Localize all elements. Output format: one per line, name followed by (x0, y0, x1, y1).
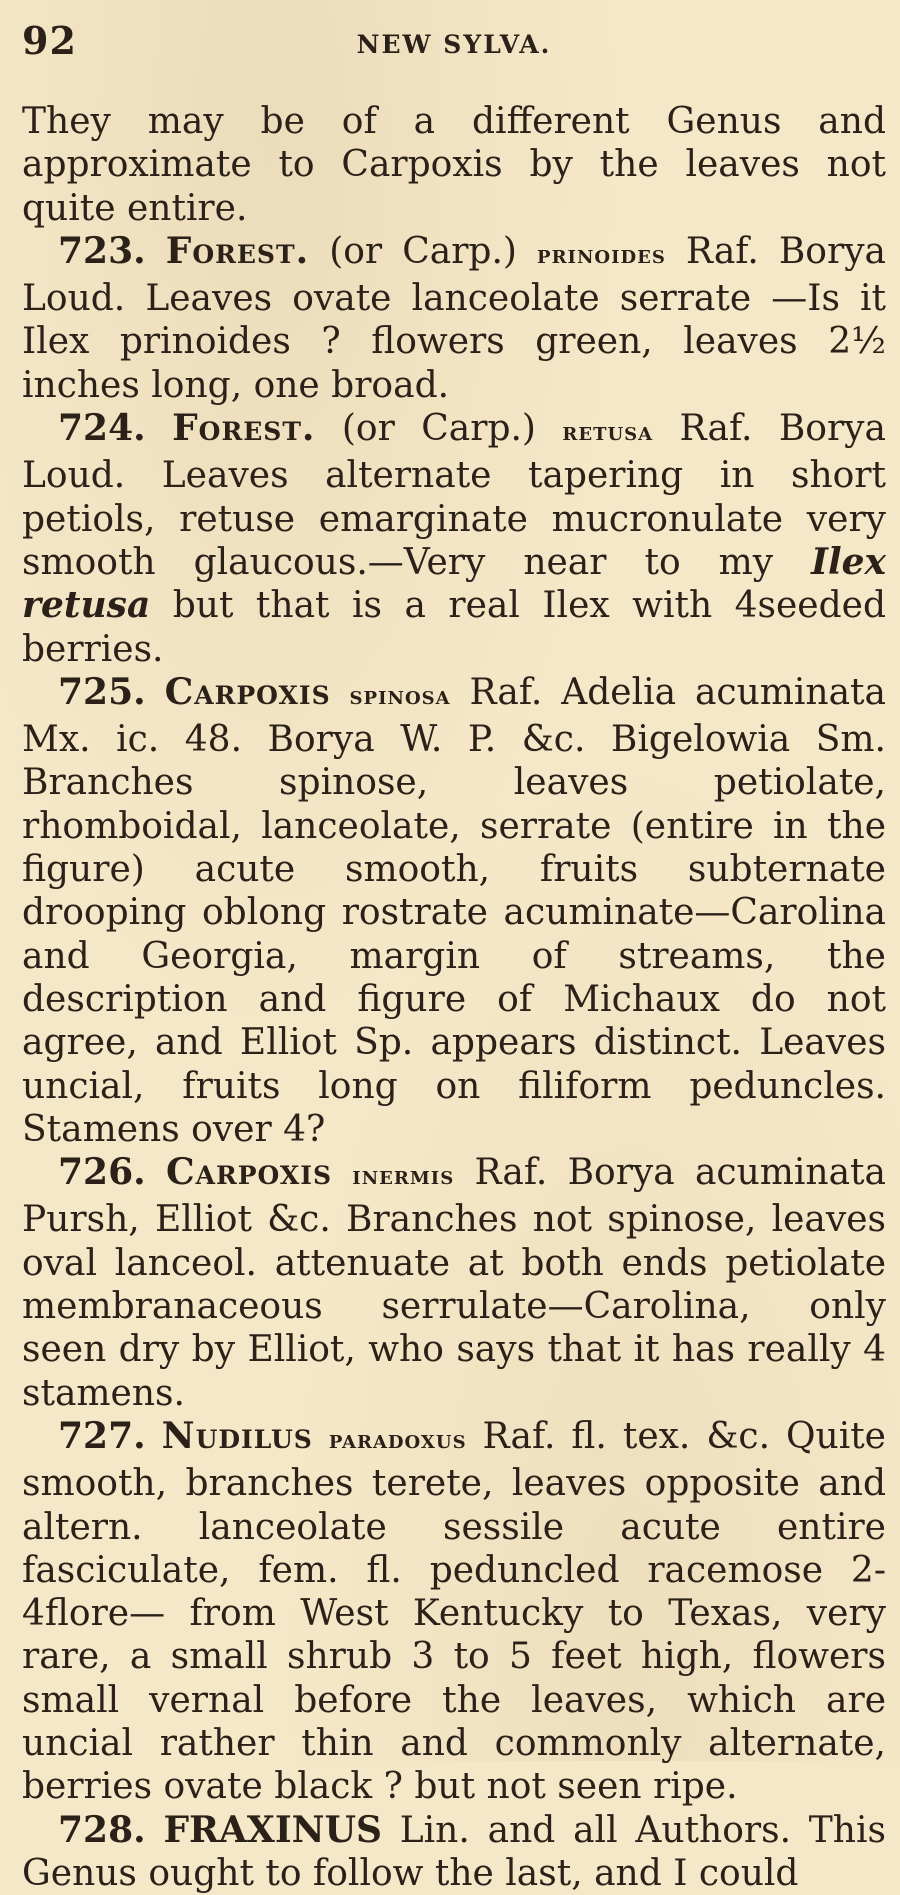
entry-text: Lin. and all Authors. This Genus ought to follow the last, and I could (22, 1809, 886, 1894)
entry-number: 725. (58, 670, 146, 713)
page-header (22, 0, 886, 92)
entry-text (332, 1152, 352, 1193)
entry-text (313, 1416, 329, 1457)
entry-728 (22, 1809, 886, 1895)
species-name: inermis (352, 1161, 455, 1192)
entry-727 (22, 1415, 886, 1809)
italic-taxon: Ilex retusa (22, 540, 886, 627)
entry-text: Raf. Borya acuminata Pursh, Elliot &c. Branches not spinose, leaves oval lanceol. attenuate at both ends petiolate membranaceous serrulate—Carolina, only seen dry by Elliot, who says that it has really 4 stamens. (22, 1152, 886, 1414)
entry-text: Raf. Borya Loud. Leaves alternate tapering in short petiols, retuse emarginate mucronulate very smooth glaucous.—Very near to my (22, 408, 886, 583)
page-number: 92 (22, 18, 77, 63)
entry-number: 728. (58, 1808, 146, 1851)
genus-name: Forest. (165, 229, 310, 272)
entry-text: Raf. Borya Loud. Leaves ovate lanceolate serrate —Is it Ilex prinoides ? flowers green, leaves 2½ inches long, one broad. (22, 230, 886, 406)
genus-name: Forest. (172, 407, 316, 450)
genus-name: FRAXINUS (163, 1808, 382, 1851)
paragraph-text: They may be of a different Genus and approximate to Carpoxis by the leaves not quite entire. (22, 101, 886, 229)
entry-723 (22, 230, 886, 407)
entry-724 (22, 407, 886, 671)
species-name: paradoxus (328, 1424, 467, 1455)
running-title: NEW SYLVA. (356, 30, 552, 59)
species-name: prinoides (537, 239, 666, 270)
entry-number: 727. (58, 1414, 146, 1457)
entry-text: (or Carp.) (315, 408, 563, 450)
entry-number: 724. (58, 407, 146, 450)
entry-text: Raf. fl. tex. &c. Quite smooth, branches terete, leaves opposite and altern. lanceolate sessile acute entire fasciculate, fem. fl. peduncled racemose 2-4flore— from West Kentucky to Texas, very rare, a small shrub 3 to 5 feet high, flowers small vernal before the leaves, which are uncial rather thin and commonly alternate, berries ovate black ? but not seen ripe. (22, 1415, 886, 1808)
entry-725 (22, 671, 886, 1151)
entry-726 (22, 1151, 886, 1415)
entry-number: 723. (58, 229, 146, 272)
genus-name: Nudilus (161, 1414, 313, 1457)
species-name: retusa (562, 417, 654, 448)
entry-text: but that is a real Ilex with 4seeded berries. (22, 585, 886, 670)
paragraph-continued (22, 100, 886, 230)
entry-text: (or Carp.) (309, 230, 538, 272)
body-text (22, 100, 886, 1895)
entry-text: Raf. Adelia acuminata Mx. ic. 48. Borya W. P. &c. Bigelowia Sm. Branches spinose, leaves petiolate, rhomboidal, lanceolate, serrate (entire in the figure) acute smooth, fruits subternate drooping oblong rostrate acuminate—Carolina and Georgia, margin of streams, the description and figure of Michaux do not agree, and Elliot Sp. appears distinct. Leaves uncial, fruits long on filiform peduncles. Stamens over 4? (22, 671, 886, 1150)
genus-name: Carpoxis (165, 1151, 333, 1194)
species-name: spinosa (349, 680, 451, 711)
genus-name: Carpoxis (164, 670, 331, 713)
entry-number: 726. (58, 1151, 146, 1194)
entry-text (331, 672, 350, 713)
